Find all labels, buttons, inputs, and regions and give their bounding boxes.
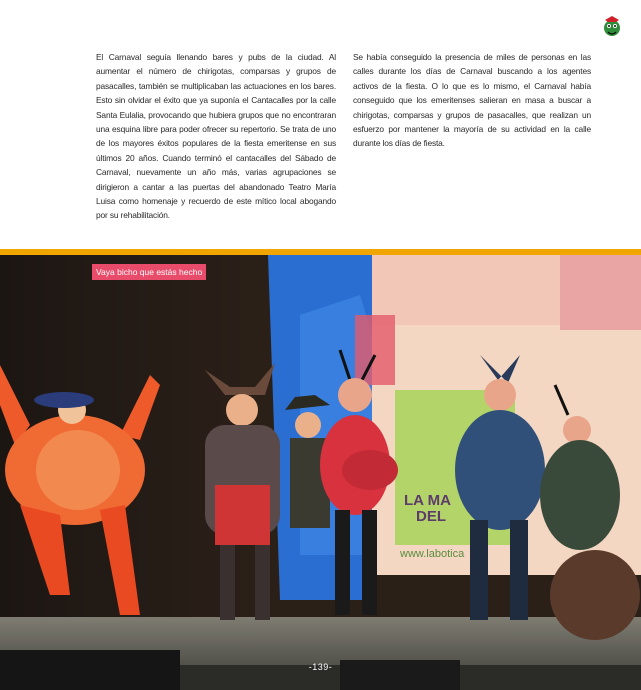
carnival-stage-photo (0, 255, 641, 690)
banner-text-line-2: DEL (416, 508, 446, 525)
banner-url-text: www.labotica (400, 548, 465, 560)
body-text-right-column: Se había conseguido la presencia de miles de personas en las calles durante los días de Carnaval buscando a los agentes activos de la fiesta. O lo que es lo mismo, el Carnaval había conseguido que los emeritenses salieran en masa a buscar a chirigotas, comparsas y grupos de pasacalles, que realizan un esfuerzo por mantener la mayoría de su actividad en la calle durante los días de fiesta. (353, 52, 591, 149)
photo-caption: Vaya bicho que estás hecho (92, 264, 206, 280)
banner-text-line-1: LA MA (404, 492, 451, 509)
body-text-left-column: El Carnaval seguía llenando bares y pubs de la ciudad. Al aumentar el número de chirigotas, comparsas y grupos de pasacalles, también se multiplicaban las actuaciones en los bares. Esto sin olvidar el éxito que ya suponía el Cantacalles por la calle Santa Eulalia, provocando que hubiera grupos que no encontraran una esquina libre para poder ofrecer su repertorio. Se trata de uno de los mayores éxitos populares de la fiesta emeritense en sus últimos 20 años. Cuando terminó el cantacalles del Sábado de Carnaval, nuevamente un año más, varias agrupaciones se dirigieron a cantar a las puertas del abandonado Teatro María Luisa como homenaje y recuerdo de este mítico local abogando por su rehabilitación. (96, 52, 336, 221)
page-number: -139- (308, 662, 333, 672)
carnival-logo-icon (600, 14, 624, 42)
